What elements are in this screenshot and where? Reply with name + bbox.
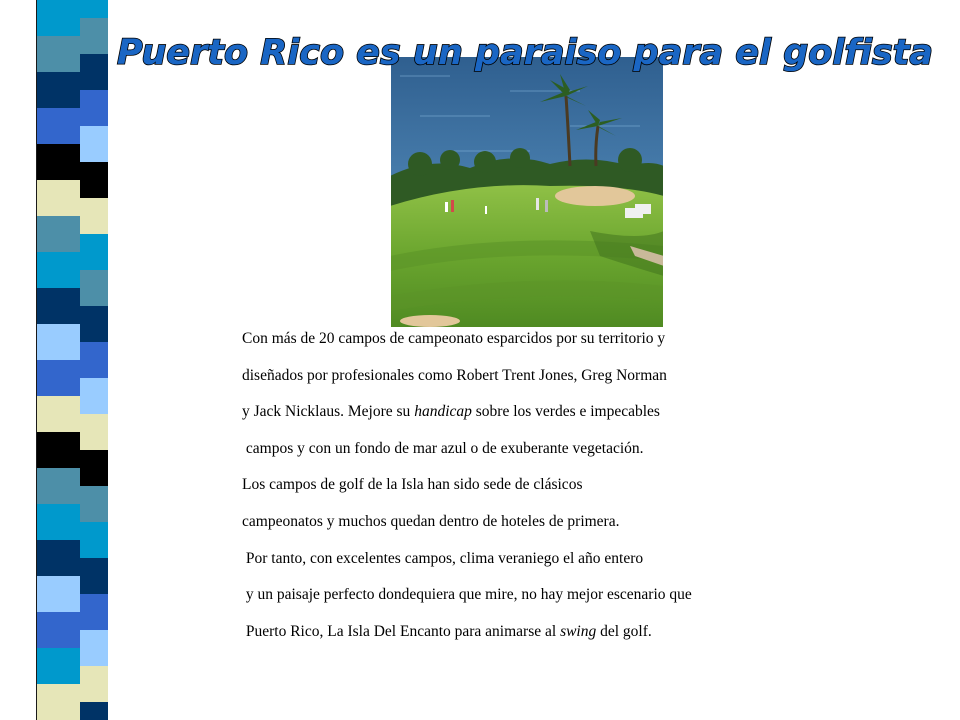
body-line: campos y con un fondo de mar azul o de exuberante vegetación. <box>242 439 644 457</box>
stripe-block <box>80 18 108 54</box>
stripe-block <box>36 36 80 72</box>
stripe-block <box>36 360 80 396</box>
stripe-block <box>80 378 108 414</box>
stripe-block <box>36 0 80 36</box>
body-line <box>242 401 882 438</box>
stripe-block <box>36 684 80 720</box>
body-line: diseñados por profesionales como Robert Trent Jones, Greg Norman <box>242 366 667 384</box>
stripe-edge-line <box>36 0 37 720</box>
body-line: Los campos de golf de la Isla han sido sede de clásicos <box>242 476 583 494</box>
body-italic-term: swing <box>560 622 597 640</box>
stripe-block <box>80 126 108 162</box>
stripe-block <box>80 558 108 594</box>
stripe-block <box>80 270 108 306</box>
body-line: Con más de 20 campos de campeonato esparcidos por su territorio y <box>242 330 666 347</box>
body-line: campeonatos y muchos quedan dentro de hoteles de primera. <box>242 512 620 530</box>
stripe-block <box>80 306 108 342</box>
stripe-block <box>80 414 108 450</box>
stripe-block <box>36 108 80 144</box>
stripe-block <box>36 72 80 108</box>
stripe-block <box>80 342 108 378</box>
body-text-span: Puerto Rico, La Isla Del Encanto para animarse al <box>242 622 561 640</box>
title-text: Puerto Rico es un paraiso para el golfista <box>116 33 934 73</box>
stripe-block <box>36 468 80 504</box>
stripe-block <box>36 432 80 468</box>
stripe-block <box>80 522 108 558</box>
body-text-span: sobre los verdes e impecables <box>471 403 660 421</box>
body-line: Por tanto, con excelentes campos, clima veraniego el año entero <box>242 549 644 567</box>
stripe-block <box>80 234 108 270</box>
stripe-block <box>36 288 80 324</box>
stripe-block <box>80 0 108 18</box>
stripe-block <box>36 504 80 540</box>
stripe-block <box>36 612 80 648</box>
body-paragraph <box>242 328 882 657</box>
slide-title <box>116 22 934 82</box>
stripe-block <box>80 54 108 90</box>
stripe-block <box>80 702 108 720</box>
stripe-block <box>80 90 108 126</box>
stripe-block <box>36 324 80 360</box>
stripe-block <box>36 144 80 180</box>
stripe-block <box>80 450 108 486</box>
title-wordart <box>116 22 934 82</box>
stripe-block <box>80 666 108 702</box>
stripe-block <box>36 252 80 288</box>
stripe-block <box>80 162 108 198</box>
body-line: y un paisaje perfecto dondequiera que mire, no hay mejor escenario que <box>242 586 692 604</box>
stripe-block <box>36 180 80 216</box>
stripe-block <box>36 216 80 252</box>
body-italic-term: handicap <box>414 403 472 421</box>
stripe-block <box>80 594 108 630</box>
body-text-span: y Jack Nicklaus. Mejore su <box>242 403 415 421</box>
stripe-background <box>0 0 36 720</box>
decorative-stripe-bar <box>0 0 108 720</box>
stripe-block <box>36 540 80 576</box>
stripe-block <box>36 648 80 684</box>
stripe-block <box>80 198 108 234</box>
body-text-span: del golf. <box>596 622 652 640</box>
golf-course-photo <box>390 56 664 328</box>
stripe-block <box>80 630 108 666</box>
stripe-block <box>36 576 80 612</box>
body-line <box>242 621 882 658</box>
stripe-block <box>80 486 108 522</box>
stripe-block <box>36 396 80 432</box>
